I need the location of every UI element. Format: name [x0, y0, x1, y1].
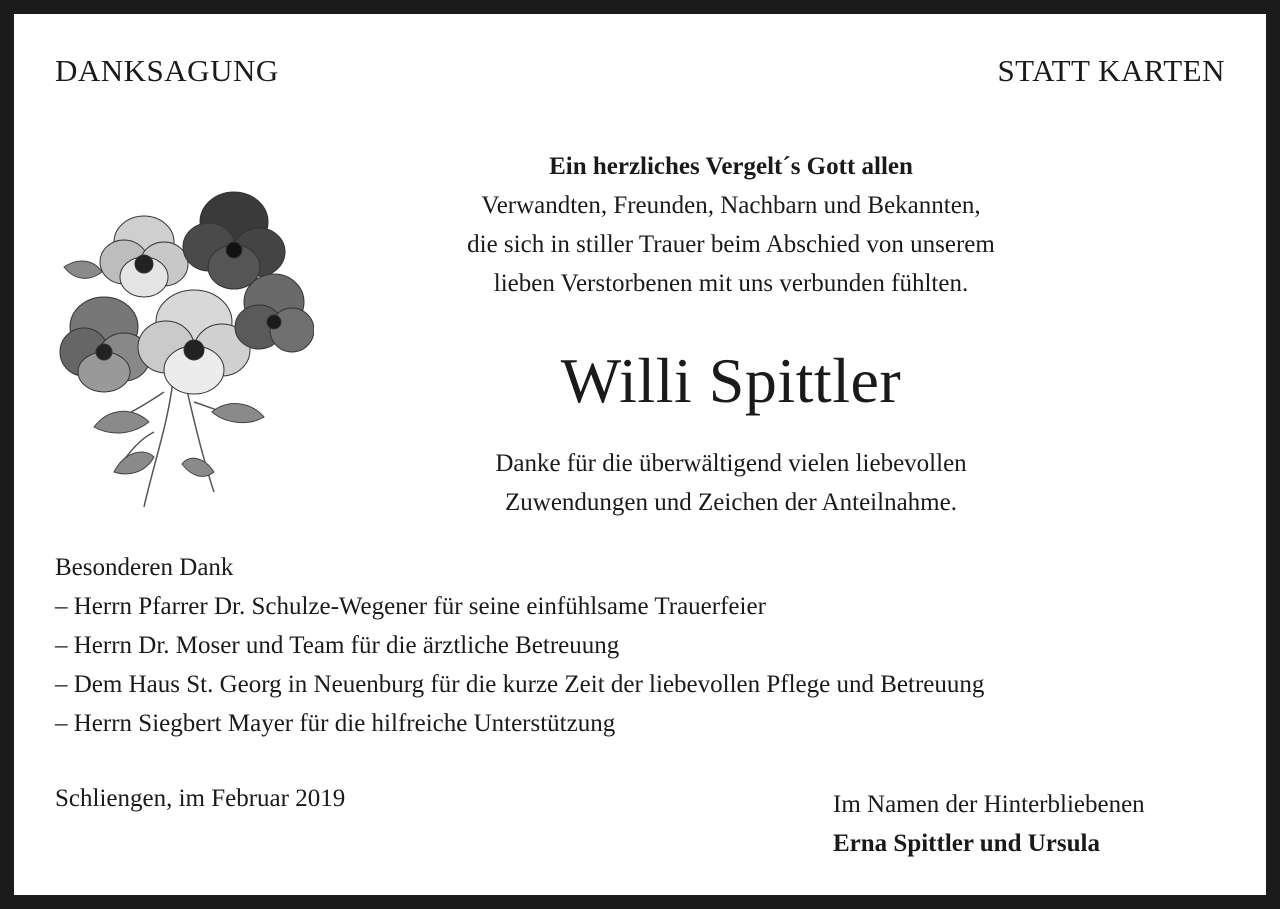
obituary-card — [14, 14, 1266, 895]
header-danksagung: DANKSAGUNG — [55, 53, 279, 88]
signature-intro: Im Namen der Hinterbliebenen — [833, 791, 1145, 818]
deceased-name: Willi Spittler — [560, 345, 902, 416]
special-thanks-item: – Herrn Dr. Moser und Team für die ärztliche Betreuung — [55, 626, 984, 665]
intro-line: Verwandten, Freunden, Nachbarn und Bekannten, — [481, 192, 981, 219]
pansy-flowers-icon — [54, 172, 314, 517]
signature-names: Erna Spittler und Ursula — [833, 830, 1100, 857]
intro-headline: Ein herzliches Vergelt´s Gott allen — [549, 153, 913, 180]
header-statt-karten: STATT KARTEN — [997, 53, 1225, 88]
intro-line: die sich in stiller Trauer beim Abschied von unserem — [467, 231, 995, 258]
thanks-line: Danke für die überwältigend vielen liebevollen — [495, 450, 967, 477]
thanks-line: Zuwendungen und Zeichen der Anteilnahme. — [505, 489, 957, 516]
special-thanks-item: – Herrn Pfarrer Dr. Schulze-Wegener für seine einfühlsame Trauerfeier — [55, 587, 984, 626]
special-thanks — [55, 548, 984, 743]
intro-line: lieben Verstorbenen mit uns verbunden fühlten. — [493, 270, 969, 297]
intro-block — [314, 147, 1148, 303]
special-thanks-item: – Dem Haus St. Georg in Neuenburg für die kurze Zeit der liebevollen Pflege und Betreuung — [55, 665, 984, 704]
place-date: Schliengen, im Februar 2019 — [55, 785, 346, 812]
signature-block — [833, 785, 1145, 863]
thanks-block — [314, 444, 1148, 522]
special-thanks-heading: Besonderen Dank — [55, 554, 234, 581]
special-thanks-item: – Herrn Siegbert Mayer für die hilfreiche Unterstützung — [55, 704, 984, 743]
